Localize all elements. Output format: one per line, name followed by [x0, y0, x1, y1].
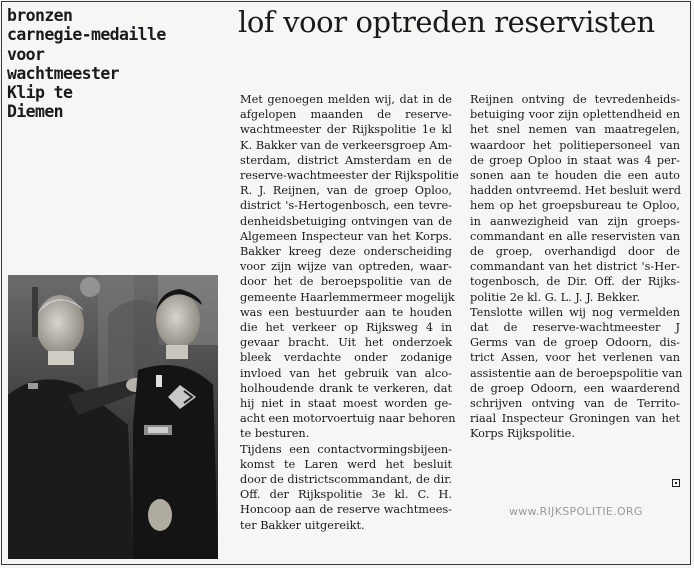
text-line: afgelopen maanden de reserve-	[240, 108, 452, 122]
side-heading-line: Klip te	[7, 83, 73, 103]
text-line: Bakker kreeg deze onderscheiding	[240, 245, 452, 259]
side-heading-line: wachtmeester	[7, 63, 120, 83]
text-line: acht een motorvoertuig naar behoren	[240, 412, 456, 426]
text-line: hem op het groepsbureau te Oploo,	[470, 199, 680, 213]
article-headline: lof voor optreden reservisten	[238, 5, 655, 39]
side-heading-line: carnegie-medaille	[7, 25, 166, 45]
text-line: reserve-wachtmeester der Rijkspolitie	[240, 169, 459, 183]
text-line: sonen aan te houden die een auto	[470, 169, 680, 183]
text-line: holhoudende drank te verkeren, dat	[240, 381, 452, 395]
text-line: was een bestuurder aan te houden	[240, 305, 452, 319]
text-line: Honcoop aan de reserve wachtmees-	[240, 503, 452, 517]
text-line: hadden ontvreemd. Het besluit werd	[470, 184, 681, 198]
text-line: denheidsbetuiging ontvingen van de	[240, 214, 452, 228]
text-line: Met genoegen melden wij, dat in de	[240, 93, 452, 106]
text-line: trict Assen, voor het verlenen van	[470, 351, 680, 365]
text-line: die het verkeer op Rijksweg 4 in	[240, 321, 452, 335]
text-line: ter Bakker uitgereikt.	[240, 518, 365, 532]
text-line: voor zijn wijze van optreden, waar-	[240, 260, 452, 274]
text-line: invloed van het gebruik van alco-	[240, 366, 452, 380]
text-line: Reijnen ontving de tevredenheids-	[470, 93, 680, 106]
side-heading-line: bronzen	[7, 6, 73, 25]
text-line: komst te Laren werd het besluit	[240, 457, 452, 471]
text-line: door het de beroepspolitie van de	[240, 275, 452, 289]
end-of-article-square-icon	[672, 479, 680, 487]
text-line: sterdam, district Amsterdam en de	[240, 153, 452, 167]
text-line: de groep Oploo in staat was 4 per-	[470, 153, 680, 167]
text-line: door de districtscommandant, de dir.	[240, 473, 452, 487]
text-line: Tenslotte willen wij nog vermelden	[470, 305, 680, 319]
text-line: Off. der Rijkspolitie 3e kl. C. H.	[240, 488, 452, 502]
text-line: betuiging voor zijn oplettendheid en	[470, 108, 680, 122]
text-line: het snel nemen van maatregelen,	[470, 123, 680, 137]
article-column-1	[240, 92, 459, 533]
text-line: assistentie aan de beroepspolitie van	[470, 366, 683, 380]
text-line: riaal Inspecteur Groningen van het	[470, 412, 680, 426]
text-line: togenbosch, de Dir. Off. der Rijks-	[470, 275, 680, 289]
ceremony-photo-illustration	[8, 275, 218, 559]
text-line: Germs van de groep Odoorn, dis-	[470, 336, 680, 350]
text-line: te besturen.	[240, 427, 310, 441]
text-line: in aanwezigheid van zijn groeps-	[470, 214, 680, 228]
side-heading	[7, 6, 227, 122]
text-line: Algemeen Inspecteur van het Korps.	[240, 229, 452, 243]
side-heading-line: voor	[7, 44, 45, 64]
paragraph	[470, 305, 683, 442]
side-heading-line: Diemen	[7, 102, 64, 122]
article-column-2	[470, 92, 683, 442]
paragraph	[240, 92, 459, 442]
text-line: schrijven ontving van de Territo-	[470, 397, 680, 411]
text-line: commandant en alle reservisten van	[470, 229, 680, 243]
paragraph	[470, 92, 680, 305]
text-line: gevaar bracht. Uit het onderzoek	[240, 336, 452, 350]
paragraph	[240, 442, 452, 533]
text-line: dat de reserve-wachtmeester J	[470, 321, 680, 335]
text-line: de groep, overhandigd door de	[470, 245, 680, 259]
text-line: hij niet in staat moest worden ge-	[240, 397, 452, 411]
text-line: wachtmeester der Rijkspolitie 1e kl	[240, 123, 452, 137]
award-ceremony-photo	[8, 275, 218, 559]
text-line: R. J. Reijnen, van de groep Oploo,	[240, 184, 452, 198]
text-line: bleek verdachte onder zodanige	[240, 351, 452, 365]
text-line: K. Bakker van de verkeersgroep Am-	[240, 138, 452, 152]
text-line: gemeente Haarlemmermeer mogelijk	[240, 290, 455, 304]
watermark: www.RIJKSPOLITIE.ORG	[509, 505, 643, 518]
text-line: commandant van het district 's-Her-	[470, 260, 680, 274]
text-line: Korps Rijkspolitie.	[470, 427, 575, 441]
text-line: politie 2e kl. G. L. J. J. Bekker.	[470, 290, 641, 304]
text-line: Tijdens een contactvormingsbijeen-	[240, 442, 452, 456]
text-line: district 's-Hertogenbosch, een tevre-	[240, 199, 452, 213]
text-line: waardoor het politiepersoneel van	[470, 138, 680, 152]
text-line: de groep Odoorn, een waarderend	[470, 381, 680, 395]
